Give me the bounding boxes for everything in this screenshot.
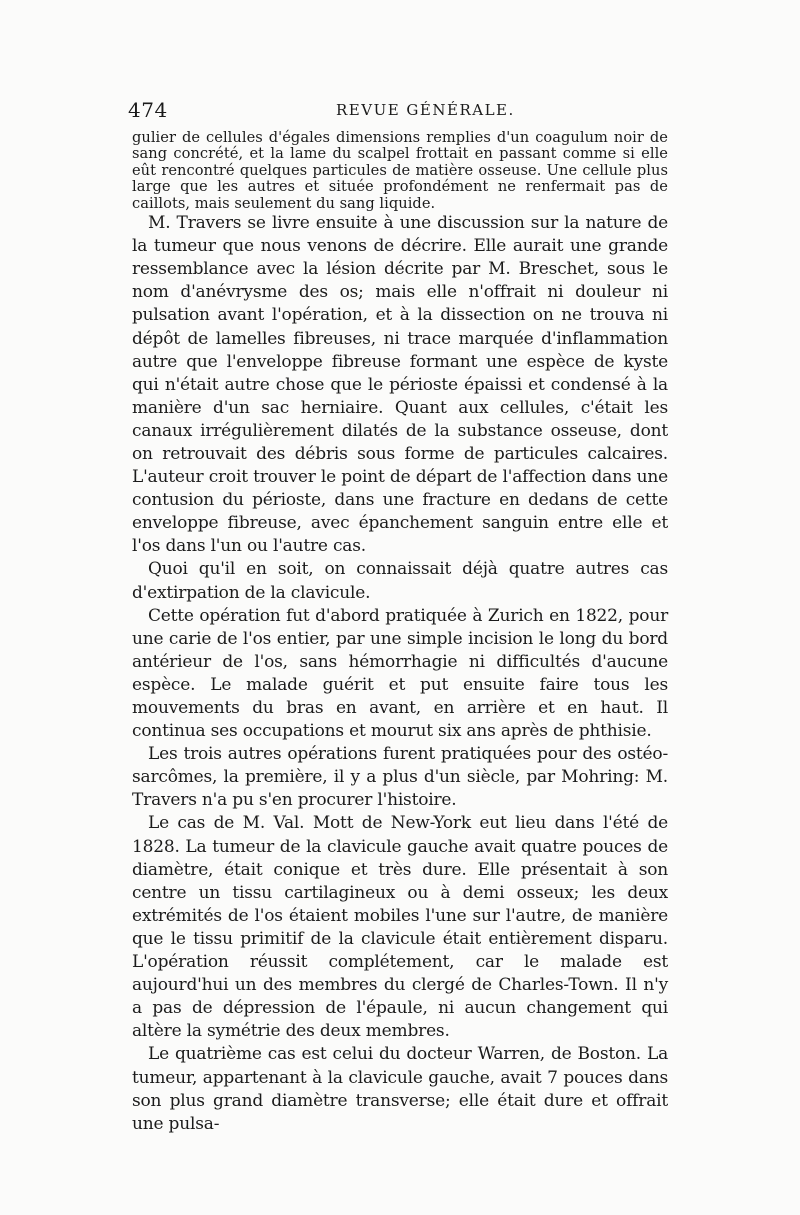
paragraph-mott-case: Le cas de M. Val. Mott de New-York eut lieu dans l'été de 1828. La tumeur de la clavicule gauche avait quatre pouces de diamètre, était conique et très dure. Elle présentait à son centre un tissu cartilagineux ou à demi osseux; les deux extrémités de l'os étaient mobiles l'une sur l'autre, de manière que le tissu primitif de la clavicule était entièrement disparu. L'opération réussit complétement, car le malade est aujourd'hui un des membres du clergé de Charles-Town. Il n'y a pas de dépression de l'épaule, ni aucun changement qui altère la symétrie des deux membres. bbox=[132, 813, 668, 1042]
paragraph-travers-discussion: M. Travers se livre ensuite à une discussion sur la nature de la tumeur que nous venons de décrire. Elle aurait une grande ressemblance avec la lésion décrite par M. Breschet, sous le nom d'anévrysme des os; mais elle n'offrait ni douleur ni pulsation avant l'opération, et à la dissection on ne trouva ni dépôt de lamelles fibreuses, ni trace marquée d'inflammation autre que l'enveloppe fibreuse formant une espèce de kyste qui n'était autre chose que le périoste épaissi et condensé à la manière d'un sac herniaire. Quant aux cellules, c'était les canaux irrégulièrement dilatés de la substance osseuse, dont on retrouvait des débris sous forme de particules calcaires. L'auteur croit trouver le point de départ de l'affection dans une contusion du périoste, dans une fracture en dedans de cette enveloppe fibreuse, avec épanchement sanguin entre elle et l'os dans l'un ou l'autre cas. bbox=[132, 213, 668, 557]
paragraph-three-operations: Les trois autres opérations furent pratiquées pour des ostéo-sarcômes, la première, il y a plus d'un siècle, par Mohring: M. Travers n'a pu s'en procurer l'histoire. bbox=[132, 744, 668, 811]
journal-title: REVUE GÉNÉRALE. bbox=[336, 101, 515, 119]
text-block bbox=[132, 130, 668, 1136]
page-number: 474 bbox=[128, 98, 168, 122]
paragraph-four-cases: Quoi qu'il en soit, on connaissait déjà quatre autres cas d'extirpation de la clavicule. bbox=[132, 559, 668, 603]
running-head bbox=[128, 98, 668, 124]
paragraph-continuation: gulier de cellules d'égales dimensions remplies d'un coagulum noir de sang concrété, et la lame du scalpel frottait en passant comme si elle eût rencontré quelques particules de matière osseuse. Une cellule plus large que les autres et située profondément ne renfermait pas de caillots, mais seulement du sang liquide. bbox=[132, 129, 668, 212]
paragraph-warren-case: Le quatrième cas est celui du docteur Warren, de Boston. La tumeur, appartenant à la clavicule gauche, avait 7 pouces dans son plus grand diamètre transverse; elle était dure et offrait une pulsa- bbox=[132, 1044, 668, 1134]
paragraph-zurich-case: Cette opération fut d'abord pratiquée à Zurich en 1822, pour une carie de l'os entier, par une simple incision le long du bord antérieur de l'os, sans hémorrhagie ni difficultés d'aucune espèce. Le malade guérit et put ensuite faire tous les mouvements du bras en avant, en arrière et en haut. Il continua ses occupations et mourut six ans après de phthisie. bbox=[132, 605, 668, 742]
